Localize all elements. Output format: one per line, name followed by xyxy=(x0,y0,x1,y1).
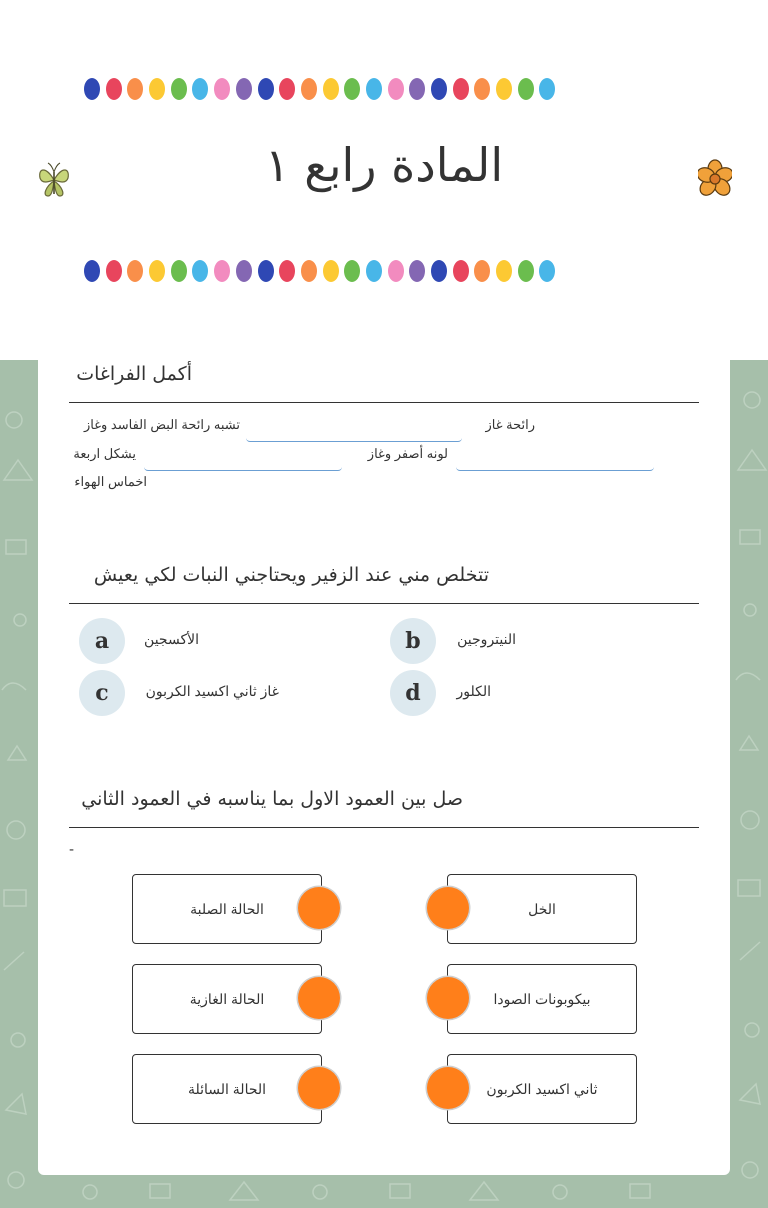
match-right-2-connector[interactable] xyxy=(427,977,469,1019)
decorative-dot xyxy=(431,78,447,100)
q1-text-smell-gas: رائحة غاز xyxy=(485,417,535,432)
decorative-dot xyxy=(518,78,534,100)
decorative-dot xyxy=(171,78,187,100)
decorative-dot xyxy=(192,260,208,282)
decorative-dot xyxy=(344,260,360,282)
q1-title: أكمل الفراغات xyxy=(76,363,192,385)
option-d-badge[interactable]: d xyxy=(390,670,436,716)
decorative-dot xyxy=(366,260,382,282)
decorative-dot xyxy=(301,78,317,100)
decorative-dot xyxy=(409,78,425,100)
q1-divider xyxy=(69,402,699,403)
decorative-dot xyxy=(539,78,555,100)
q3-title: صل بين العمود الاول بما يناسبه في العمود الثاني xyxy=(81,788,463,810)
decorative-dot xyxy=(323,260,339,282)
decorative-dot xyxy=(279,260,295,282)
q1-blank-2[interactable] xyxy=(456,448,654,471)
q3-answer-dash: - xyxy=(69,842,75,858)
match-right-2[interactable]: بيكوبونات الصودا xyxy=(447,964,637,1034)
q1-text-resembles: تشبه رائحة البض الفاسد وغاز xyxy=(84,417,240,432)
option-c-badge[interactable]: c xyxy=(79,670,125,716)
decorative-dot xyxy=(539,260,555,282)
decorative-dot xyxy=(84,78,100,100)
decorative-dot xyxy=(149,260,165,282)
q1-blank-3[interactable] xyxy=(144,448,342,471)
decorative-dot xyxy=(214,78,230,100)
decorative-dot xyxy=(258,260,274,282)
match-left-3[interactable]: الحالة السائلة xyxy=(132,1054,322,1124)
decorative-dot xyxy=(106,78,122,100)
decorative-dot xyxy=(258,78,274,100)
decorative-dot xyxy=(127,78,143,100)
flower-icon xyxy=(698,158,732,200)
decorative-dot xyxy=(236,260,252,282)
option-a-badge[interactable]: a xyxy=(79,618,125,664)
match-right-3-connector[interactable] xyxy=(427,1067,469,1109)
decorative-dot xyxy=(279,78,295,100)
decorative-dot xyxy=(214,260,230,282)
option-a-label[interactable]: الأكسجين xyxy=(144,631,199,647)
decorative-dot xyxy=(388,260,404,282)
option-d-label[interactable]: الكلور xyxy=(456,683,491,699)
q1-text-fifths: اخماس الهواء xyxy=(74,474,147,489)
decorative-dot xyxy=(171,260,187,282)
match-left-2[interactable]: الحالة الغازية xyxy=(132,964,322,1034)
worksheet-title: المادة رابع ١ xyxy=(264,138,504,192)
decorative-dots-bottom xyxy=(84,260,684,282)
q1-blank-1[interactable] xyxy=(246,419,462,442)
decorative-dot xyxy=(496,78,512,100)
decorative-dot xyxy=(496,260,512,282)
option-b-label[interactable]: النيتروجين xyxy=(457,631,516,647)
decorative-dot xyxy=(323,78,339,100)
decorative-dot xyxy=(474,78,490,100)
decorative-dot xyxy=(431,260,447,282)
match-right-3[interactable]: ثاني اكسيد الكربون xyxy=(447,1054,637,1124)
match-left-1[interactable]: الحالة الصلبة xyxy=(132,874,322,944)
decorative-dots-top xyxy=(84,78,684,100)
match-left-3-connector[interactable] xyxy=(298,1067,340,1109)
decorative-dot xyxy=(388,78,404,100)
q1-text-forms: يشكل اربعة xyxy=(73,446,136,461)
butterfly-icon xyxy=(36,160,72,200)
q1-text-color: لونه أصفر وغاز xyxy=(367,446,448,461)
decorative-dot xyxy=(149,78,165,100)
q2-title: تتخلص مني عند الزفير ويحتاجني النبات لكي يعيش xyxy=(93,564,489,586)
decorative-dot xyxy=(366,78,382,100)
decorative-dot xyxy=(192,78,208,100)
q2-divider xyxy=(69,603,699,604)
decorative-dot xyxy=(453,260,469,282)
decorative-dot xyxy=(409,260,425,282)
decorative-dot xyxy=(518,260,534,282)
decorative-dot xyxy=(453,78,469,100)
match-right-1[interactable]: الخل xyxy=(447,874,637,944)
decorative-dot xyxy=(106,260,122,282)
decorative-dot xyxy=(474,260,490,282)
decorative-dot xyxy=(236,78,252,100)
decorative-dot xyxy=(84,260,100,282)
option-c-label[interactable]: غاز ثاني اكسيد الكربون xyxy=(145,683,279,699)
match-left-1-connector[interactable] xyxy=(298,887,340,929)
match-right-1-connector[interactable] xyxy=(427,887,469,929)
option-b-badge[interactable]: b xyxy=(390,618,436,664)
decorative-dot xyxy=(127,260,143,282)
decorative-dot xyxy=(301,260,317,282)
match-left-2-connector[interactable] xyxy=(298,977,340,1019)
decorative-dot xyxy=(344,78,360,100)
q3-divider xyxy=(69,827,699,828)
worksheet-header xyxy=(0,0,768,360)
